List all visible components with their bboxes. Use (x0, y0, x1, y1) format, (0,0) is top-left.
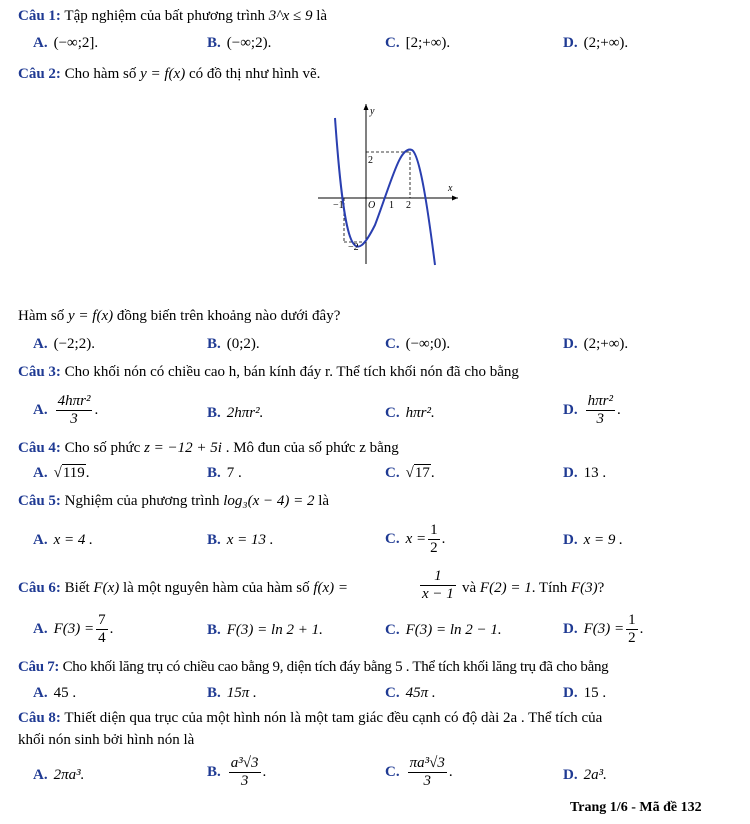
options-q8 (0, 755, 750, 797)
question-number: Câu 4: (18, 440, 61, 456)
option-c[interactable]: C. √17. (385, 465, 435, 481)
question-text: Cho số phức (64, 440, 141, 456)
question-text: Cho khối nón có chiều cao h, bán kính đáy r. Thể tích khối nón đã cho bằng (64, 364, 519, 380)
option-d[interactable]: D. $\frac{\text{hπr²}}{3}$ . (563, 393, 621, 427)
question-text-tail: có đồ thị như hình vẽ. (188, 66, 321, 82)
options-q2 (0, 332, 750, 356)
option-c[interactable]: C. x = $\frac{1}{2}$ . (385, 522, 446, 556)
options-q6 (0, 612, 750, 652)
option-d[interactable]: D. (2;+∞). (563, 35, 629, 51)
tick-label-1: 1 (389, 200, 394, 211)
origin-label: O (368, 200, 376, 211)
question-8 (0, 706, 750, 730)
question-text-tail: . Mô đun của số phức z bằng (225, 440, 399, 456)
option-c[interactable]: C. (−∞;0). (385, 336, 451, 352)
question-4 (0, 436, 750, 460)
option-d[interactable]: D. x = 9 . (563, 532, 623, 548)
question-text-tail: là (316, 8, 328, 24)
question-number: Câu 1: (18, 8, 61, 24)
question-1 (0, 4, 750, 28)
question-text: Nghiệm của phương trình (64, 493, 220, 509)
page-footer: Trang 1/6 - Mã đề 132 (570, 800, 702, 815)
question-number: Câu 5: (18, 493, 61, 509)
question-text: Thiết diện qua trục của một hình nón là một tam giác đều cạnh có độ dài 2a . Thể tích của (64, 710, 603, 726)
options-q3 (0, 393, 750, 433)
math-expression: y = f(x) (140, 66, 186, 82)
question-text: Cho hàm số (64, 66, 137, 82)
math-expression: z = −12 + 5i (144, 440, 222, 456)
y-axis-arrow (364, 104, 369, 110)
option-b[interactable]: B. F(3) = ln 2 + 1. (207, 622, 323, 638)
option-b[interactable]: B. x = 13 . (207, 532, 274, 548)
question-number: Câu 3: (18, 364, 61, 380)
x-axis-arrow (452, 196, 458, 201)
options-q7 (0, 681, 750, 705)
question-2 (0, 62, 750, 86)
function-graph (312, 100, 462, 270)
tick-label-2: 2 (406, 200, 411, 211)
y-axis-label: y (370, 106, 375, 117)
question-number: Câu 7: (18, 659, 60, 675)
question-2-ask: Hàm số y = f(x) đồng biến trên khoảng nào dưới đây? (18, 308, 341, 324)
options-q4 (0, 461, 750, 485)
option-a[interactable]: A. 45 . (33, 685, 77, 701)
option-a[interactable]: A. (−∞;2]. (33, 35, 99, 51)
question-number: Câu 2: (18, 66, 61, 82)
question-text-tail: là (318, 493, 330, 509)
option-a[interactable]: A. √119. (33, 465, 90, 481)
question-number: Câu 6: (18, 580, 61, 596)
option-b[interactable]: B. (−∞;2). (207, 35, 272, 51)
option-a[interactable]: A. F(3) = $\frac{7}{4}$ . (33, 612, 114, 646)
option-b[interactable]: B. 15π . (207, 685, 257, 701)
option-d[interactable]: D. (2;+∞). (563, 336, 629, 352)
option-d[interactable]: D. 2a³. (563, 767, 607, 783)
option-a[interactable]: A. (−2;2). (33, 336, 95, 352)
math-expression: y = f(x) (68, 308, 114, 324)
option-c[interactable]: C. F(3) = ln 2 − 1. (385, 622, 502, 638)
option-d[interactable]: D. 13 . (563, 465, 607, 481)
value-label-2: 2 (368, 155, 373, 166)
question-number: Câu 8: (18, 710, 61, 726)
question-7 (0, 655, 750, 679)
question-8-line2: khối nón sinh bởi hình nón là (18, 732, 195, 748)
options-q1 (0, 31, 750, 55)
math-expression: 3^x ≤ 9 (268, 8, 313, 24)
math-expression: log₃(x − 4) = 2 (223, 493, 315, 509)
question-text: Cho khối lăng trụ có chiều cao bằng 9, diện tích đáy bằng 5 . Thể tích khối lăng trụ đã cho bằng (62, 659, 609, 675)
option-d[interactable]: D. 15 . (563, 685, 607, 701)
option-a[interactable]: A. 2πa³. (33, 767, 85, 783)
tick-label-minus1: −1 (333, 200, 344, 211)
option-c[interactable]: C. 45π . (385, 685, 436, 701)
option-a[interactable]: A. x = 4 . (33, 532, 93, 548)
option-a[interactable]: A. $\frac{\text{4hπr²}}{3}$ . (33, 393, 99, 427)
option-c[interactable]: C. [2;+∞). (385, 35, 451, 51)
question-5 (0, 489, 750, 513)
question-3 (0, 360, 750, 384)
question-text: Tập nghiệm của bất phương trình (64, 8, 266, 24)
option-b[interactable]: B. $\frac{\text{a³√3}}{3}$ . (207, 755, 267, 789)
options-q5 (0, 522, 750, 562)
value-label-minus2: −2 (348, 242, 359, 253)
option-d[interactable]: D. F(3) = $\frac{1}{2}$ . (563, 612, 644, 646)
option-b[interactable]: B. 2hπr². (207, 405, 264, 421)
option-c[interactable]: C. $\frac{\text{πa³√3}}{3}$ . (385, 755, 453, 789)
option-b[interactable]: B. (0;2). (207, 336, 260, 352)
x-axis-label: x (448, 183, 453, 194)
option-b[interactable]: B. 7 . (207, 465, 242, 481)
question-6: Câu 6: Biết F(x) là một nguyên hàm của hàm số f(x) = $\frac{1}{x - 1}$ và F(2) = 1. Tính F(3)? (18, 568, 605, 602)
option-c[interactable]: C. hπr². (385, 405, 435, 421)
